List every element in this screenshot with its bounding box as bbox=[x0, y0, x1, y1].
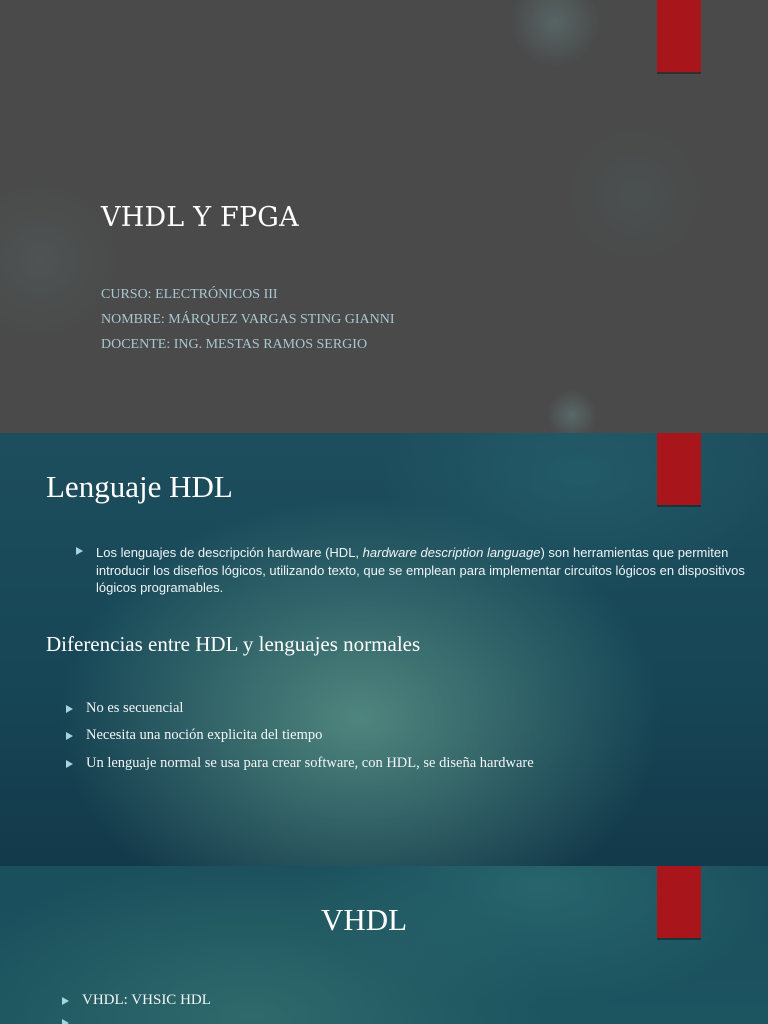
section-subtitle: Diferencias entre HDL y lenguajes normales bbox=[46, 632, 421, 656]
list-item-text: VHDL: VHSIC HDL bbox=[82, 992, 211, 1008]
accent-tab bbox=[657, 0, 701, 72]
slide-title: VHDL Y FPGA bbox=[101, 202, 299, 233]
list-item-text: No es secuencial bbox=[86, 700, 184, 716]
course-line: CURSO: ELECTRÓNICOS III bbox=[101, 287, 278, 302]
title-slide bbox=[0, 0, 768, 433]
vhdl-slide bbox=[0, 866, 768, 1024]
definition-italic: hardware description language bbox=[362, 545, 541, 560]
teacher-line: DOCENTE: ING. MESTAS RAMOS SERGIO bbox=[101, 337, 368, 352]
accent-tab bbox=[657, 433, 701, 505]
list-item-text: Un lenguaje normal se usa para crear software, con HDL, se diseña hardware bbox=[86, 755, 534, 771]
list-item-text: Necesita una noción explicita del tiempo bbox=[86, 727, 323, 743]
hdl-slide bbox=[0, 433, 768, 866]
triangle-bullet-icon bbox=[62, 1019, 69, 1024]
triangle-bullet-icon bbox=[66, 732, 73, 740]
triangle-bullet-icon bbox=[66, 760, 73, 768]
triangle-bullet-icon bbox=[62, 997, 69, 1005]
slide-title: Lenguaje HDL bbox=[46, 469, 233, 504]
triangle-bullet-icon bbox=[76, 547, 83, 555]
slide-title: VHDL bbox=[320, 902, 408, 937]
name-line: NOMBRE: MÁRQUEZ VARGAS STING GIANNI bbox=[101, 312, 395, 327]
triangle-bullet-icon bbox=[66, 705, 73, 713]
definition-text: Los lenguajes de descripción hardware (HDL, hardware description language) son herramientas que permiten introducir los diseños lógicos, utilizando texto, que se emplean para implementar circuitos lógicos en dispositivos lógicos programables. bbox=[96, 545, 745, 595]
list-item-partial bbox=[62, 1019, 70, 1024]
